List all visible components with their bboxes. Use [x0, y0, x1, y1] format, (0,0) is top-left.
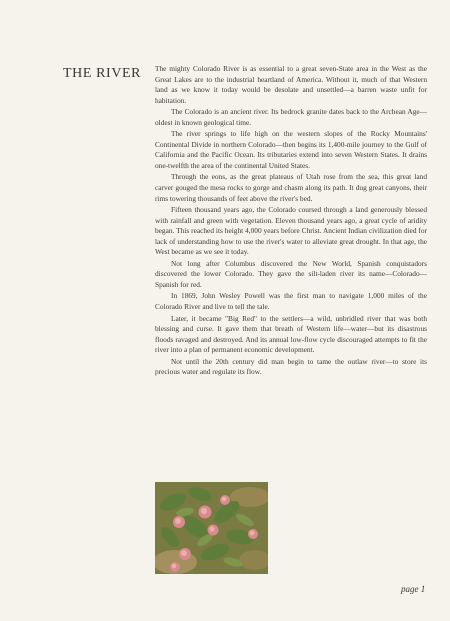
paragraph: Fifteen thousand years ago, the Colorado coursed through a land generously blessed with rainfall and green with vegetation. Eleven thousand years ago, a great cycle of aridity began. This reached its height 4,000 years before Christ. Ancient Indian civilization died for lack of understanding how to use the river's water to alleviate great drought. In that age, the West became as we see it today. — [155, 205, 427, 257]
paragraph: Not long after Columbus discovered the New World, Spanish conquistadors discovered the lower Colorado. They gave the silt-laden river its name—Colorado—Spanish for red. — [155, 258, 427, 289]
paragraph: Later, it became "Big Red" to the settlers—a wild, unbridled river that was both blessing and curse. It gave them that breath of Western life—water—but its disastrous floods ravaged and destroyed. And its annual low-flow cycle discouraged attempts to fit the river into a plan of permanent economic development. — [155, 313, 427, 355]
section-heading: THE RIVER — [63, 66, 142, 81]
paragraph: The river springs to life high on the western slopes of the Rocky Mountains' Continental Divide in northern Colorado—then begins its 1,400-mile journey to the Gulf of California and the Pacific Ocean. Its tributaries extend into seven Western States. It drains one-twelfth the area of the continental United States. — [155, 129, 427, 170]
page-number: page 1 — [401, 584, 426, 594]
paragraph: The mighty Colorado River is as essential to a great seven-State area in the West as the Great Lakes are to the industrial heartland of America. Without it, much of that Western land as we know it today would be desolate and unsettled—a barren waste unfit for habitation. — [155, 64, 427, 105]
cactus-flower-photo — [155, 482, 268, 574]
body-text — [155, 64, 427, 379]
paragraph: Not until the 20th century did man begin to tame the outlaw river—to store its precious water and regulate its flow. — [155, 356, 427, 377]
paragraph: Through the eons, as the great plateaus of Utah rose from the sea, this great land carver gouged the mesa rocks to gorge and chasm along its path. It dug great canyons, their rims towering thousands of feet above the river's bed. — [155, 172, 427, 203]
paragraph: The Colorado is an ancient river. Its bedrock granite dates back to the Archean Age—oldest in known geological time. — [155, 107, 427, 127]
paragraph: In 1869, John Wesley Powell was the first man to navigate 1,000 miles of the Colorado River and live to tell the tale. — [155, 291, 427, 312]
